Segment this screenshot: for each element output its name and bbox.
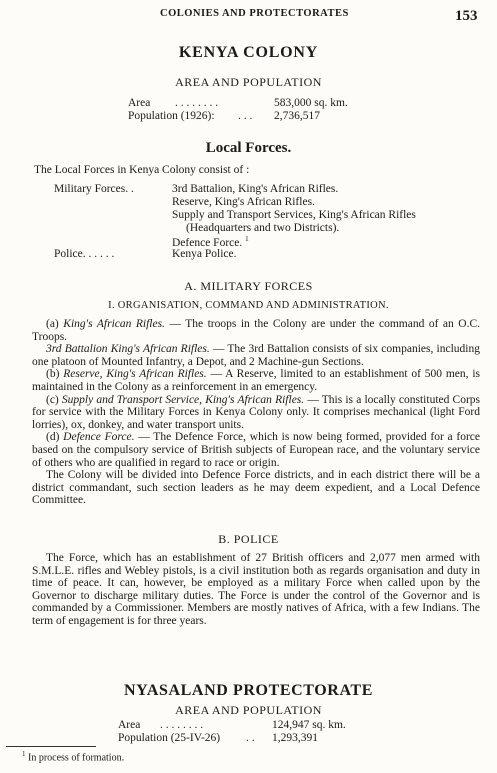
paragraph-d: (d) Defence Force. — The Defence Force, which is now being formed, provided for a force based on the compulsory service of British subjects of European race, and the voluntary service of others who are qualified in regard to race or origin. [32,431,480,469]
military-item: Supply and Transport Services, King's African Rifles [172,209,416,221]
police-heading: B. POLICE [218,532,279,546]
nyasaland-area-value: 124,947 sq. km. [272,719,346,731]
military-item: Reserve, King's African Rifles. [172,196,315,208]
kenya-population-label: Population (1926): [128,110,215,122]
police-item: Kenya Police. [172,248,237,260]
kenya-population-dots: . . . [238,110,253,122]
nyasaland-area-heading: AREA AND POPULATION [175,703,322,717]
nyasaland-population-value: 1,293,391 [272,732,318,744]
paragraph-a2: 3rd Battalion King's African Rifles. — The 3rd Battalion consists of six companies, including one platoon of Mounted Infantry, a Depot, and 2 Machine-gun Sections. [32,343,480,368]
kenya-area-heading: AREA AND POPULATION [175,75,322,89]
military-paragraphs [32,318,480,507]
nyasaland-area-label: Area [118,719,141,731]
military-item: Defence Force. $^1$ [172,235,249,249]
nyasaland-area-dots: . . . . . . . . [160,719,204,731]
paragraph-c: (c) Supply and Transport Service, King's African Rifles. — This is a locally constituted Corps for service with the Military Forces in Kenya Colony only. It comprises mechanical (light Ford lorries), ox, donkey, and water transport units. [32,393,480,431]
nyasaland-title: NYASALAND PROTECTORATE [124,682,373,699]
nyasaland-population-dots: . . [246,732,255,744]
local-forces-heading: Local Forces. [205,140,292,156]
kenya-population-value: 2,736,517 [274,110,320,122]
kenya-area-dots: . . . . . . . . [175,97,219,109]
running-title: COLONIES AND PROTECTORATES [160,8,349,19]
footnote: $^1$ In process of formation. [22,750,125,764]
kenya-area-value: 583,000 sq. km. [274,97,348,109]
paragraph-a: (a) King's African Rifles. — The troops in the Colony are under the command of an O.C. Troops. [32,318,481,343]
kenya-area-label: Area [128,97,151,109]
military-forces-label: Military Forces. . [54,183,134,195]
military-item: (Headquarters and two Districts). [186,222,340,234]
paragraph-b: (b) Reserve, King's African Rifles. — A Reserve, limited to an establishment of 500 men, is maintained in the Colony as a reinforcement in an emergency. [32,368,480,393]
paragraph-d2: The Colony will be divided into Defence Force districts, and in each district there will be a district commandant, such section leaders as he may deem expedient, and a Local Defence Committee. [32,469,480,507]
footnote-mark: 1 [245,235,249,243]
police-paragraph: The Force, which has an establishment of 27 British officers and 2,077 men armed with S.M.L.E. rifles and Webley pistols, is a civil institution both as regards organisation and duty in time of peace. It can, however, be employed as a military Force when called upon by the Governor to discharge military duties. The Force is under the control of the Governor and is commanded by a Commissioner. Members are mostly natives of Africa, with a few Indians. The term of engagement is for three years. [32,552,480,627]
military-item: 3rd Battalion, King's African Rifles. [172,183,339,195]
military-forces-heading: A. MILITARY FORCES [184,279,313,293]
footnote-rule [6,746,96,747]
page-number: 153 [455,8,478,24]
kenya-title: KENYA COLONY [178,44,319,61]
local-forces-intro: The Local Forces in Kenya Colony consist of : [34,164,250,176]
police-label: Police. . . . . . [54,248,115,260]
organisation-subheading: I. ORGANISATION, COMMAND AND ADMINISTRATION. [108,300,389,311]
nyasaland-population-label: Population (25-IV-26) [118,732,221,744]
